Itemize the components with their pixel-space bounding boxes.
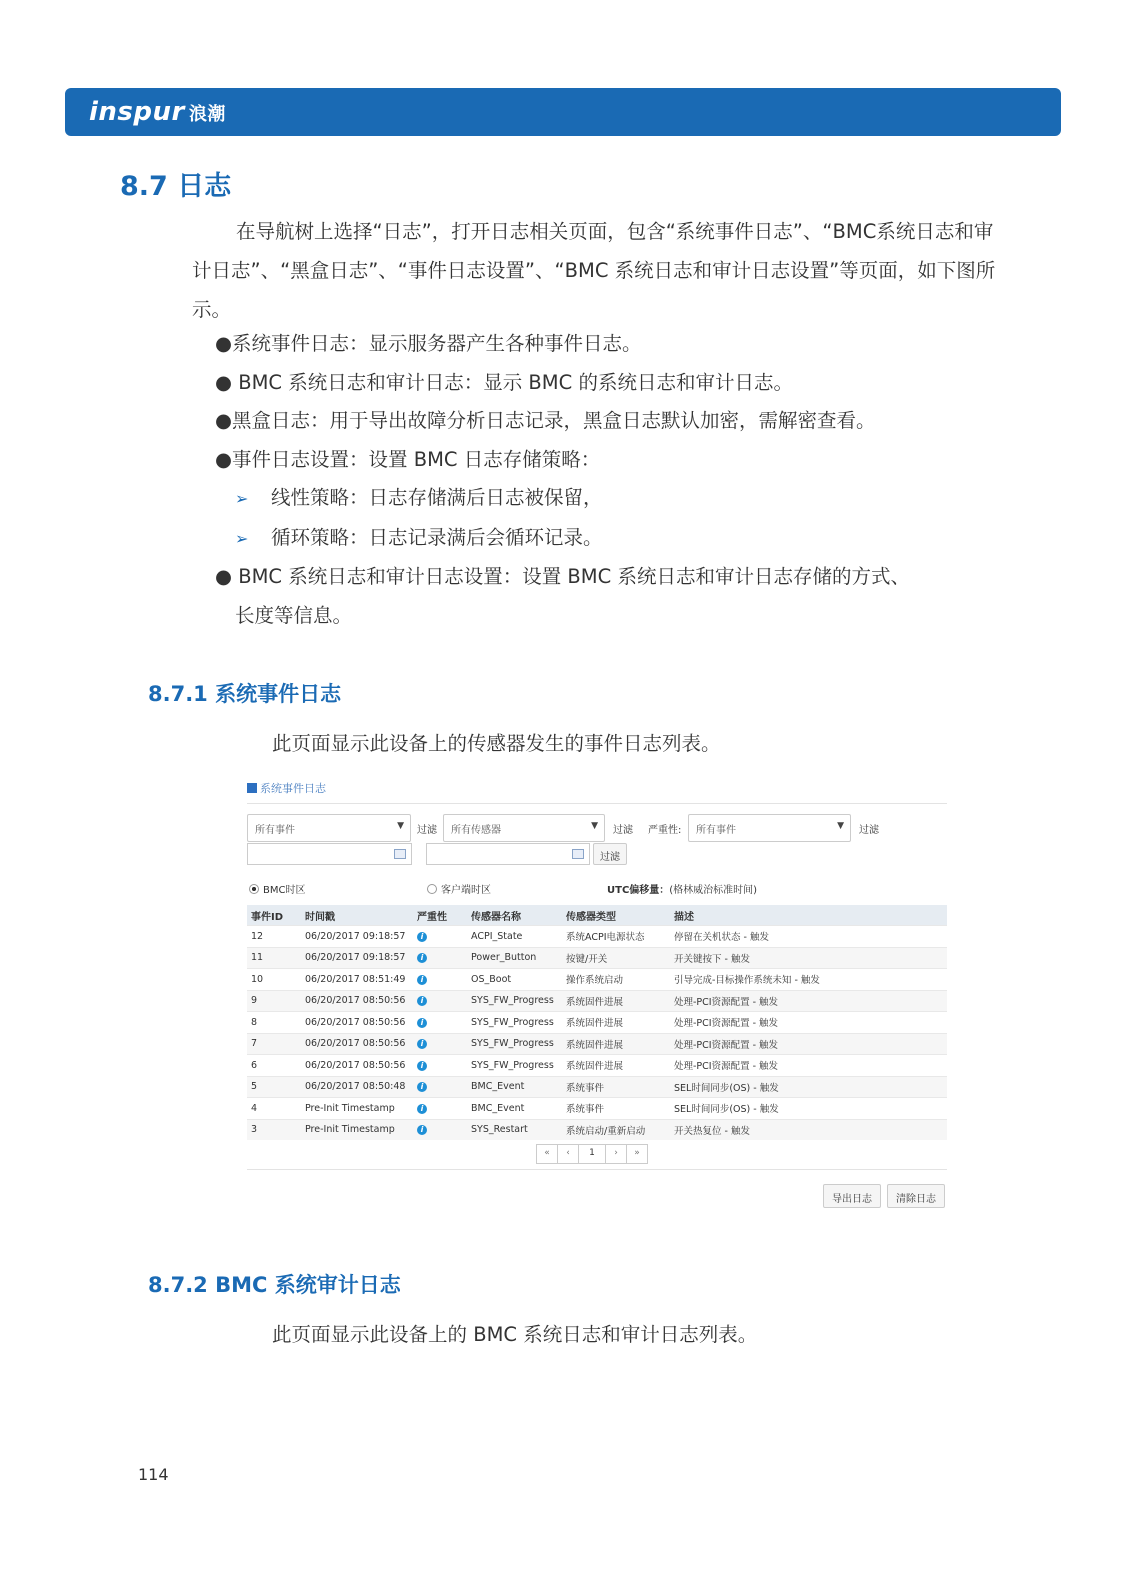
event-id-cell: 9 (247, 990, 301, 1012)
filter-button[interactable]: 过滤 (593, 843, 627, 865)
header-bar (65, 88, 1061, 136)
description-cell: 处理-PCI资源配置 - 触发 (670, 1033, 947, 1055)
info-icon: i (417, 996, 427, 1006)
end-date-input[interactable] (426, 843, 590, 865)
panel-title: 系统事件日志 (247, 780, 326, 796)
sensor-name-cell: SYS_FW_Progress (467, 1012, 562, 1034)
timestamp-cell: Pre-Init Timestamp (301, 1119, 413, 1140)
severity-cell (413, 1098, 467, 1120)
table-row (247, 926, 947, 948)
event-id-cell: 5 (247, 1076, 301, 1098)
description-cell: SEL时间同步(OS) - 触发 (670, 1076, 947, 1098)
sensor-name-cell: SYS_FW_Progress (467, 1055, 562, 1077)
description-cell: 处理-PCI资源配置 - 触发 (670, 1012, 947, 1034)
bullet-list (215, 325, 1015, 635)
inspur-logo: inspur 浪潮 (89, 97, 226, 127)
event-log-table (247, 905, 947, 1140)
timestamp-cell: 06/20/2017 08:50:48 (301, 1076, 413, 1098)
column-header[interactable]: 传感器名称 (467, 905, 562, 926)
sensor-name-cell: BMC_Event (467, 1076, 562, 1098)
description-cell: SEL时间同步(OS) - 触发 (670, 1098, 947, 1120)
severity-cell (413, 947, 467, 969)
description-cell: 处理-PCI资源配置 - 触发 (670, 990, 947, 1012)
event-id-cell: 11 (247, 947, 301, 969)
first-page-button[interactable]: « (536, 1144, 558, 1164)
description-cell: 处理-PCI资源配置 - 触发 (670, 1055, 947, 1077)
subsection-title: 8.7.1 系统事件日志 (148, 682, 342, 706)
column-header[interactable]: 严重性 (413, 905, 467, 926)
filter-label: 过滤 (417, 825, 437, 836)
table-row (247, 990, 947, 1012)
event-log-screenshot (247, 770, 949, 1210)
bullet-item: ● BMC 系统日志和审计日志设置：设置 BMC 系统日志和审计日志存储的方式、 (215, 565, 910, 588)
start-date-input[interactable] (247, 843, 412, 865)
arrow-icon: ➢ (235, 489, 249, 508)
radio-bmc-timezone[interactable]: BMC时区 (249, 881, 305, 896)
export-log-button[interactable]: 导出日志 (823, 1184, 881, 1208)
table-row (247, 1012, 947, 1034)
column-header[interactable]: 时间戳 (301, 905, 413, 926)
next-page-button[interactable]: › (605, 1144, 627, 1164)
timestamp-cell: Pre-Init Timestamp (301, 1098, 413, 1120)
pagination (536, 1144, 647, 1164)
event-id-cell: 3 (247, 1119, 301, 1140)
caret-down-icon: ▼ (837, 821, 844, 831)
sub-bullet-item: ➢ 线性策略：日志存储满后日志被保留， (215, 479, 1015, 519)
bullet-item: ●黑盒日志：用于导出故障分析日志记录，黑盒日志默认加密，需解密查看。 (215, 409, 876, 432)
caret-down-icon: ▼ (591, 821, 598, 831)
sensor-select[interactable]: 所有传感器 ▼ (443, 814, 605, 842)
filter-label: 过滤 (859, 825, 879, 836)
timestamp-cell: 06/20/2017 09:18:57 (301, 947, 413, 969)
severity-cell (413, 1076, 467, 1098)
table-row (247, 1076, 947, 1098)
bullet-continuation: 长度等信息。 (235, 603, 353, 627)
info-icon: i (417, 1082, 427, 1092)
subsection-title: 8.7.2 BMC 系统审计日志 (148, 1273, 401, 1297)
info-icon: i (417, 1039, 427, 1049)
event-type-select[interactable]: 所有事件 ▼ (247, 814, 411, 842)
prev-page-button[interactable]: ‹ (557, 1144, 579, 1164)
sensor-name-cell: SYS_FW_Progress (467, 990, 562, 1012)
utc-offset: UTC偏移量：(格林威治标准时间) (607, 885, 758, 896)
timestamp-cell: 06/20/2017 08:50:56 (301, 1055, 413, 1077)
severity-cell (413, 1033, 467, 1055)
event-id-cell: 7 (247, 1033, 301, 1055)
description-cell: 停留在关机状态 - 触发 (670, 926, 947, 948)
bullet-item: ●系统事件日志：显示服务器产生各种事件日志。 (215, 332, 642, 355)
column-header[interactable]: 描述 (670, 905, 947, 926)
caret-down-icon: ▼ (397, 821, 404, 831)
sensor-name-cell: SYS_FW_Progress (467, 1033, 562, 1055)
section-title: 8.7 日志 (120, 171, 232, 202)
calendar-icon[interactable] (394, 849, 406, 859)
description-cell: 引导完成-目标操作系统未知 - 触发 (670, 969, 947, 991)
clear-log-button[interactable]: 清除日志 (887, 1184, 945, 1208)
radio-client-timezone[interactable]: 客户端时区 (427, 881, 491, 896)
sensor-name-cell: Power_Button (467, 947, 562, 969)
severity-cell (413, 1012, 467, 1034)
severity-label: 严重性: (648, 825, 682, 836)
event-id-cell: 4 (247, 1098, 301, 1120)
table-row (247, 947, 947, 969)
calendar-icon[interactable] (572, 849, 584, 859)
table-row (247, 1119, 947, 1140)
info-icon: i (417, 1018, 427, 1028)
sensor-type-cell: 系统事件 (562, 1076, 670, 1098)
intro-paragraph: 在导航树上选择“日志”，打开日志相关页面，包含“系统事件日志”、“BMC系统日志和审计日志”、“黑盒日志”、“事件日志设置”、“BMC 系统日志和审计日志设置”等页面，如下图所示。 (192, 220, 996, 321)
sensor-name-cell: ACPI_State (467, 926, 562, 948)
last-page-button[interactable]: » (626, 1144, 648, 1164)
severity-cell (413, 1119, 467, 1140)
subsection-lead: 此页面显示此设备上的 BMC 系统日志和审计日志列表。 (272, 1323, 758, 1346)
info-icon: i (417, 1104, 427, 1114)
table-row (247, 969, 947, 991)
bullet-item: ● BMC 系统日志和审计日志：显示 BMC 的系统日志和审计日志。 (215, 370, 793, 394)
sensor-name-cell: OS_Boot (467, 969, 562, 991)
bullet-item: ●事件日志设置：设置 BMC 日志存储策略： (215, 447, 601, 471)
grid-icon (247, 783, 257, 793)
severity-cell (413, 990, 467, 1012)
event-id-cell: 10 (247, 969, 301, 991)
timestamp-cell: 06/20/2017 08:50:56 (301, 1012, 413, 1034)
column-header[interactable]: 事件ID (247, 905, 301, 926)
timestamp-cell: 06/20/2017 08:51:49 (301, 969, 413, 991)
timestamp-cell: 06/20/2017 08:50:56 (301, 990, 413, 1012)
sub-bullet-item: ➢ 循环策略：日志记录满后会循环记录。 (215, 519, 1015, 559)
sensor-type-cell: 系统事件 (562, 1098, 670, 1120)
event-id-cell: 6 (247, 1055, 301, 1077)
event-id-cell: 12 (247, 926, 301, 948)
sensor-type-cell: 系统固件进展 (562, 1033, 670, 1055)
sensor-type-cell: 操作系统启动 (562, 969, 670, 991)
arrow-icon: ➢ (235, 528, 249, 548)
severity-select[interactable]: 所有事件 ▼ (688, 814, 851, 842)
info-icon: i (417, 932, 427, 942)
info-icon: i (417, 1125, 427, 1135)
column-header[interactable]: 传感器类型 (562, 905, 670, 926)
sensor-type-cell: 系统ACPI电源状态 (562, 926, 670, 948)
sensor-type-cell: 系统启动/重新启动 (562, 1119, 670, 1140)
severity-cell (413, 969, 467, 991)
page-number-button[interactable]: 1 (578, 1144, 606, 1164)
info-icon: i (417, 953, 427, 963)
sensor-name-cell: BMC_Event (467, 1098, 562, 1120)
sensor-type-cell: 系统固件进展 (562, 1055, 670, 1077)
sensor-name-cell: SYS_Restart (467, 1119, 562, 1140)
timestamp-cell: 06/20/2017 09:18:57 (301, 926, 413, 948)
table-row (247, 1033, 947, 1055)
severity-cell (413, 926, 467, 948)
event-id-cell: 8 (247, 1012, 301, 1034)
severity-cell (413, 1055, 467, 1077)
page-number: 114 (138, 1465, 169, 1484)
sensor-type-cell: 系统固件进展 (562, 990, 670, 1012)
table-row (247, 1055, 947, 1077)
sensor-type-cell: 系统固件进展 (562, 1012, 670, 1034)
sensor-type-cell: 按键/开关 (562, 947, 670, 969)
subsection-lead: 此页面显示此设备上的传感器发生的事件日志列表。 (272, 732, 721, 755)
description-cell: 开关键按下 - 触发 (670, 947, 947, 969)
description-cell: 开关热复位 - 触发 (670, 1119, 947, 1140)
table-row (247, 1098, 947, 1120)
filter-label: 过滤 (613, 825, 633, 836)
info-icon: i (417, 1061, 427, 1071)
info-icon: i (417, 975, 427, 985)
timestamp-cell: 06/20/2017 08:50:56 (301, 1033, 413, 1055)
